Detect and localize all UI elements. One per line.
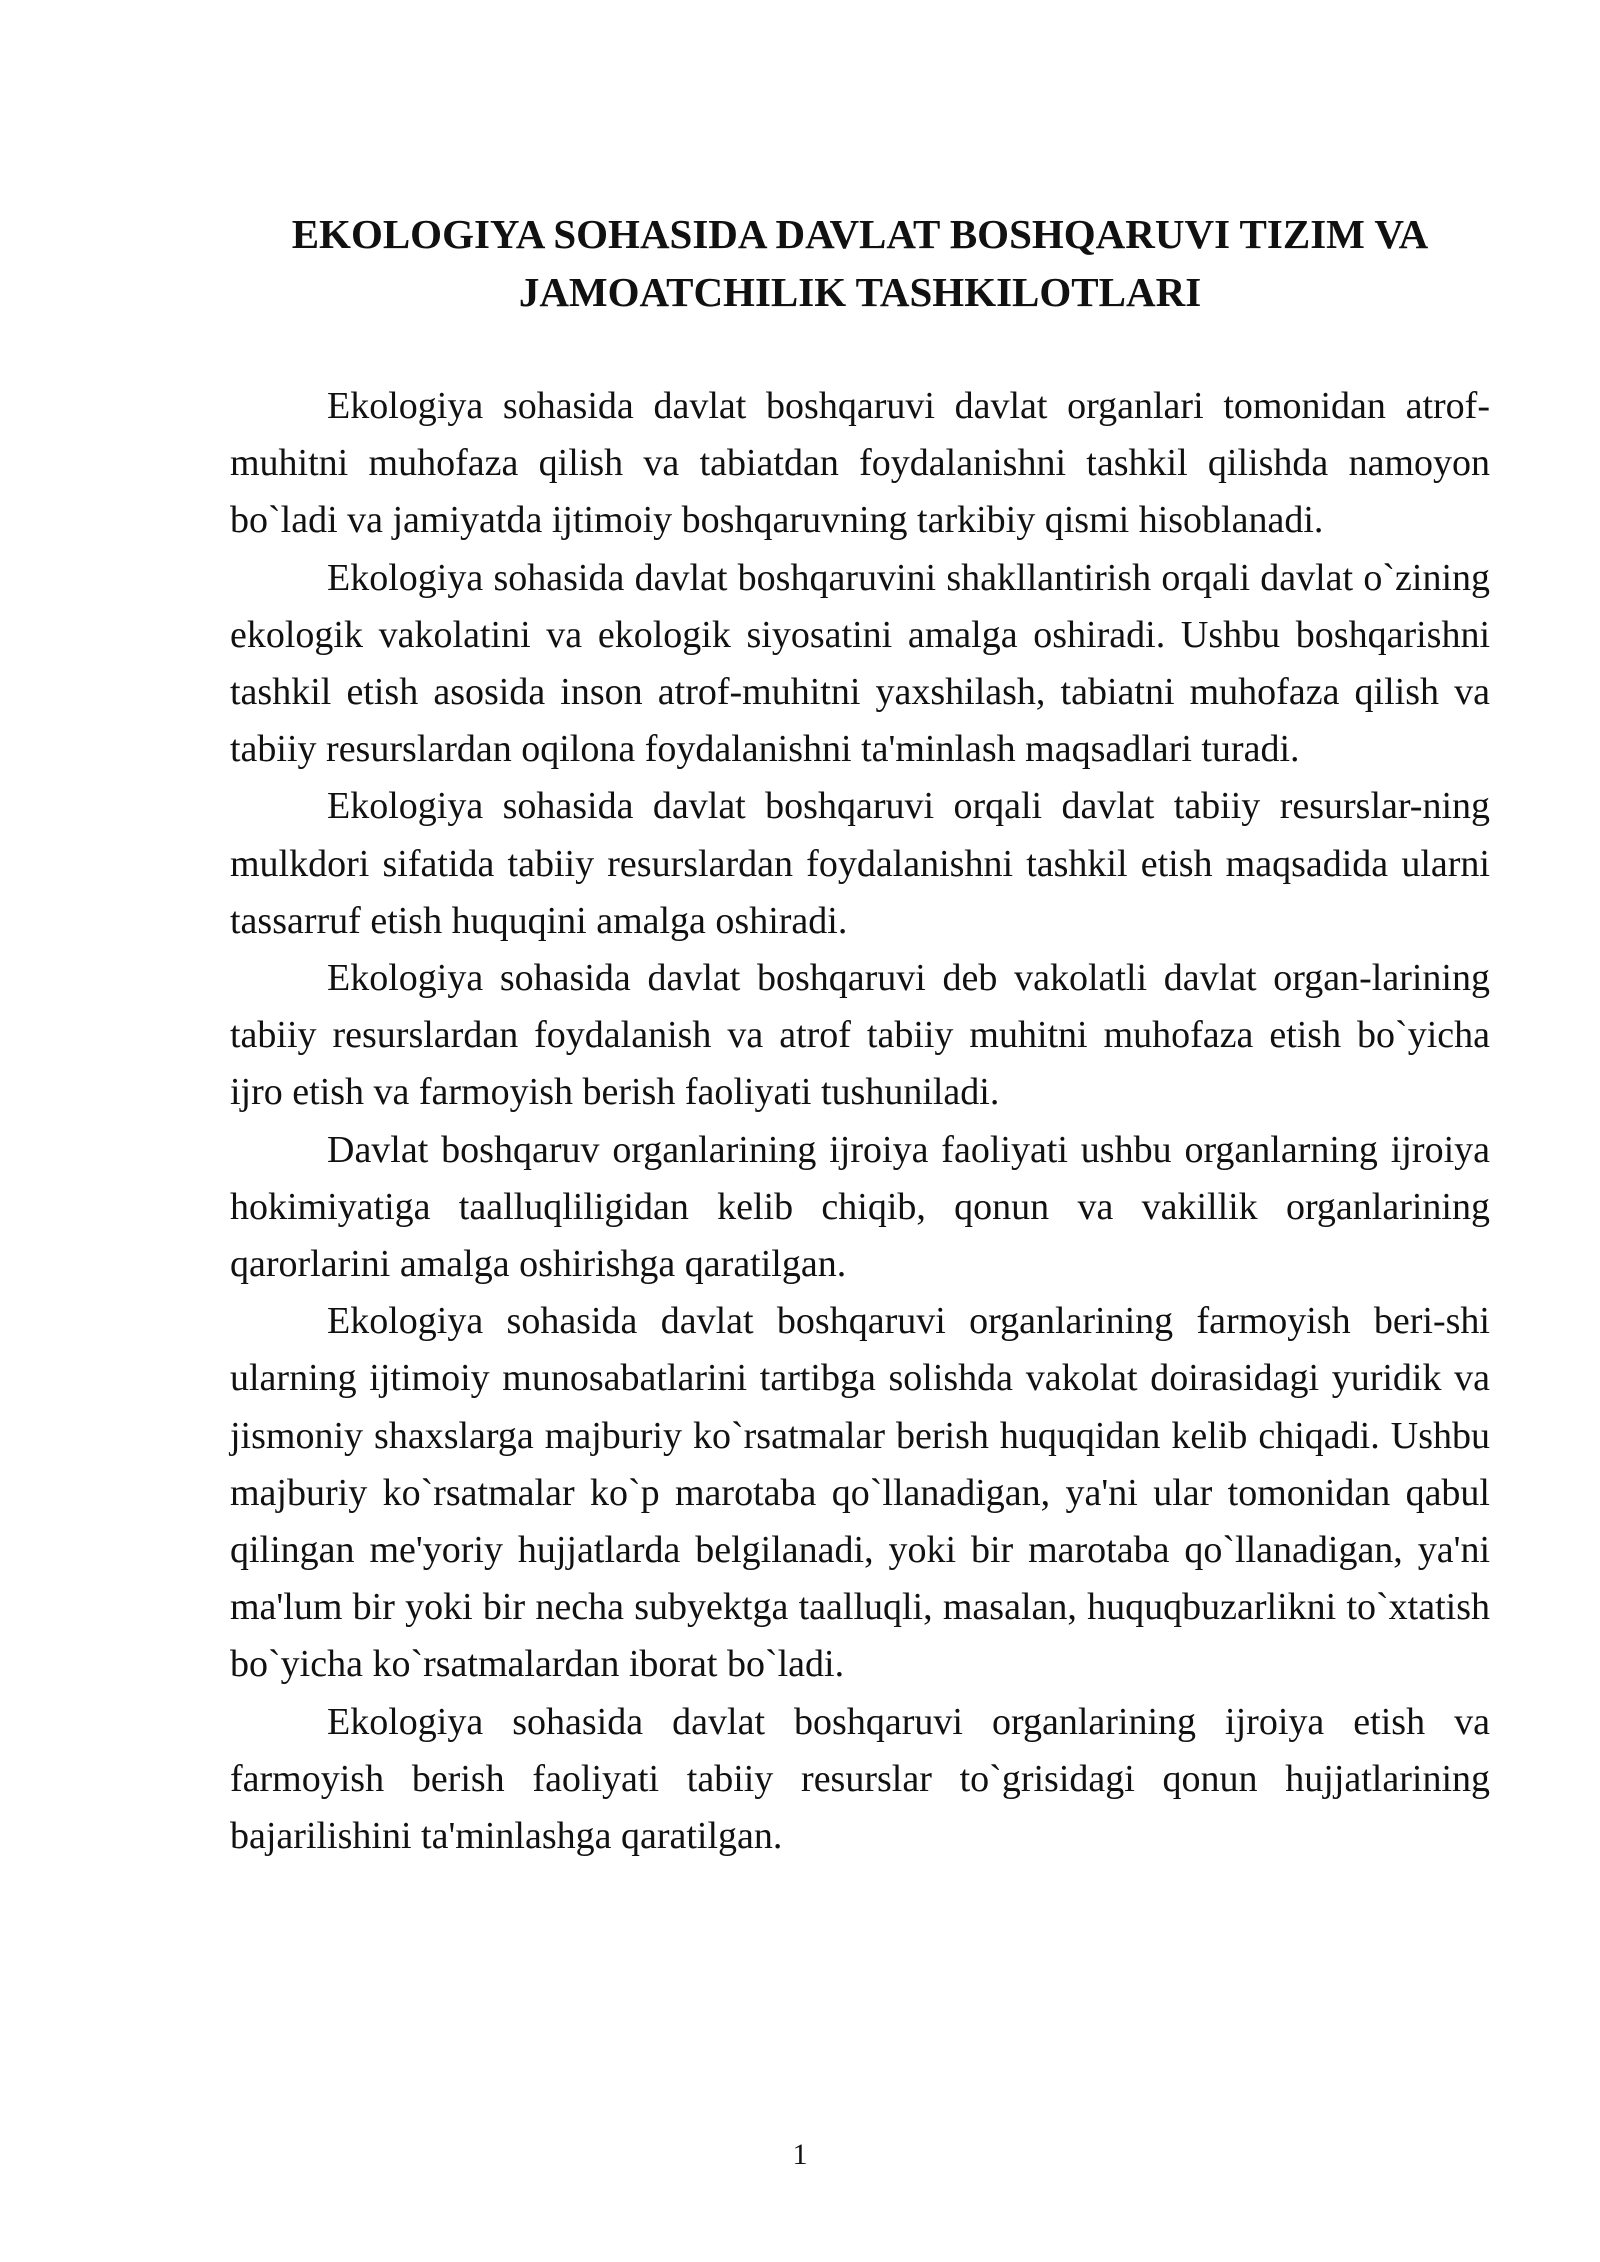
paragraph-1: Ekologiya sohasida davlat boshqaruvi davlat organlari tomonidan atrof-muhitni muhofaza qilish va tabiatdan foydalanishni tashkil qilishda namoyon bo`ladi va jamiyatda ijtimoiy boshqaruvning tarkibiy qismi hisoblanadi.: [230, 385, 1490, 542]
paragraph-5: Davlat boshqaruv organlarining ijroiya faoliyati ushbu organlarning ijroiya hokimiyatiga taalluqliligidan kelib chiqib, qonun va vakillik organlarining qarorlarini amalga oshirishga qaratilgan.: [230, 1128, 1490, 1286]
paragraph-4: Ekologiya sohasida davlat boshqaruvi deb vakolatli davlat organ-larining tabiiy resurslardan foydalanish va atrof tabiiy muhitni muhofaza etish bo`yicha ijro etish va farmoyish berish faoliyati tushuniladi.: [230, 957, 1490, 1114]
paragraph-6: Ekologiya sohasida davlat boshqaruvi organlarining farmoyish beri-shi ularning ijtimoiy munosabatlarini tartibga solishda vakolat doirasidagi yuridik va jismoniy shaxslarga majburiy ko`rsatmalar berish huquqidan kelib chiqadi. Ushbu majburiy ko`rsatmalar ko`p marotaba qo`llanadigan, ya'ni ular tomonidan qabul qilingan me'yoriy hujjatlarda belgilanadi, yoki bir marotaba qo`llanadigan, ya'ni ma'lum bir yoki bir necha subyektga taalluqli, masalan, huquqbuzarlikni to`xtatish bo`yicha ko`rsatmalardan iborat bo`ladi.: [230, 1300, 1490, 1686]
paragraph-7: Ekologiya sohasida davlat boshqaruvi organlarining ijroiya etish va farmoyish berish faoliyati tabiiy resurslar to`grisidagi qonun hujjatlarining bajarilishini ta'minlashga qaratilgan.: [230, 1700, 1490, 1858]
title-line-2: JAMOATCHILIK TASHKILOTLARI: [518, 269, 1202, 315]
title-line-1: EKOLOGIYA SOHASIDA DAVLAT BOSHQARUVI TIZIM VA: [291, 211, 1429, 257]
page-number: 1: [792, 2138, 808, 2171]
page-title: [230, 205, 1490, 321]
body-text: [230, 378, 1490, 1865]
paragraph-2: Ekologiya sohasida davlat boshqaruvini shakllantirish orqali davlat o`zining ekologik vakolatini va ekologik siyosatini amalga oshiradi. Ushbu boshqarishni tashkil etish asosida inson atrof-muhitni yaxshilash, tabiatni muhofaza qilish va tabiiy resurslardan oqilona foydalanishni ta'minlash maqsadlari turadi.: [230, 556, 1490, 771]
paragraph-3: Ekologiya sohasida davlat boshqaruvi orqali davlat tabiiy resurslar-ning mulkdori sifatida tabiiy resurslardan foydalanishni tashkil etish maqsadida ularni tassarruf etish huquqini amalga oshiradi.: [230, 785, 1490, 942]
